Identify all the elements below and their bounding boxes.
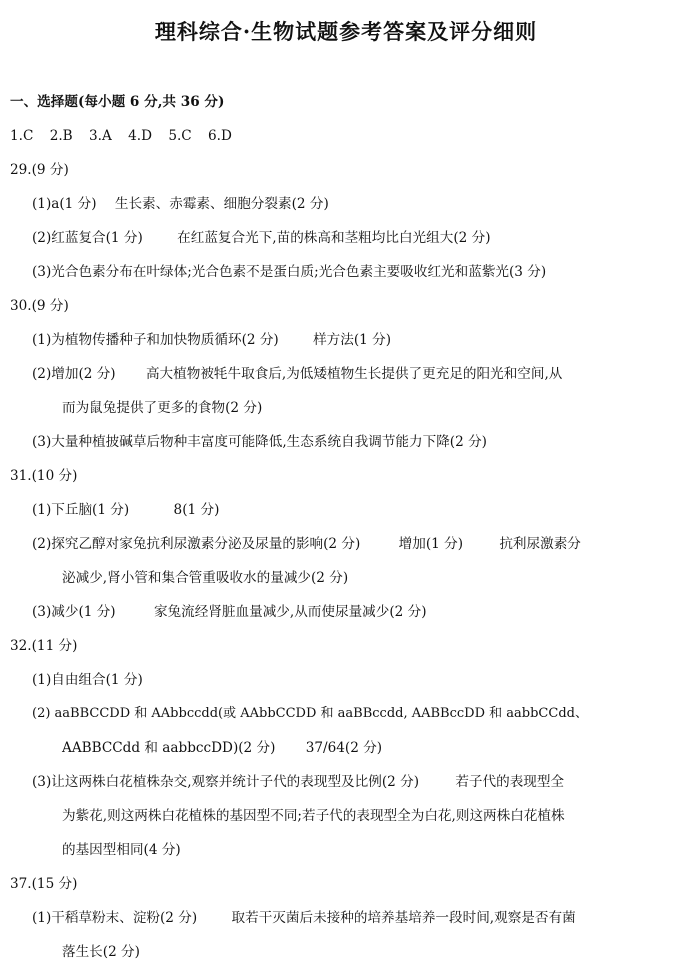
- q31-part2: [32, 534, 581, 554]
- q30-part1: [32, 330, 391, 350]
- q31-part2-detail: 增加(1 分): [398, 536, 463, 552]
- q30-part2: [32, 364, 562, 384]
- q32-part3-continued-2: 的基因型相同(4 分): [62, 842, 181, 858]
- q32-part2-continued: [62, 738, 382, 758]
- q32-part2: (2) aaBBCCDD 和 AAbbccdd(或 AAbbCCDD 和 aaBBccdd, AABBccDD 和 aabbCCdd、: [32, 706, 588, 721]
- q31-part2-detail-2: 抗利尿激素分: [499, 536, 581, 552]
- q37-heading: 37.(15 分): [10, 876, 78, 892]
- q32-part2-ratio: 37/64(2 分): [305, 740, 383, 756]
- q30-part3: (3)大量种植披碱草后物种丰富度可能降低,生态系统自我调节能力下降(2 分): [32, 434, 487, 450]
- choice-answer-3: 3.A: [89, 128, 112, 144]
- q31-part3: [32, 602, 427, 622]
- choice-answer-2: 2.B: [49, 128, 73, 144]
- q31-part2-answer: (2)探究乙醇对家兔抗利尿激素分泌及尿量的影响(2 分): [32, 536, 361, 552]
- choice-answer-4: 4.D: [128, 128, 152, 144]
- q29-part1-answer: (1)a(1 分): [32, 196, 97, 212]
- q29-part2-detail: 在红蓝复合光下,苗的株高和茎粗均比白光组大(2 分): [177, 230, 491, 246]
- choice-answer-1: 1.C: [10, 128, 34, 144]
- q30-part1-answer: (1)为植物传播种子和加快物质循环(2 分): [32, 332, 279, 348]
- q37-part1-detail: 取若干灭菌后未接种的培养基培养一段时间,观察是否有菌: [231, 910, 576, 926]
- page-title: 理科综合·生物试题参考答案及评分细则: [154, 19, 538, 44]
- q31-part1-answer: (1)下丘脑(1 分): [32, 502, 130, 518]
- q37-part1: [32, 908, 576, 928]
- choice-answer-6: 6.D: [208, 128, 232, 144]
- q31-part2-continued: 泌减少,肾小管和集合管重吸收水的量减少(2 分): [62, 570, 349, 586]
- q31-part3-answer: (3)减少(1 分): [32, 604, 116, 620]
- q29-part1: [32, 194, 329, 214]
- q31-part3-detail: 家兔流经肾脏血量减少,从而使尿量减少(2 分): [153, 604, 427, 620]
- choice-answer-5: 5.C: [168, 128, 192, 144]
- q30-heading: 30.(9 分): [10, 298, 69, 314]
- choice-section-heading: 一、选择题(每小题 6 分,共 36 分): [10, 94, 225, 110]
- q29-part1-detail: 生长素、赤霉素、细胞分裂素(2 分): [114, 196, 329, 212]
- q37-part1-answer: (1)干稻草粉末、淀粉(2 分): [32, 910, 198, 926]
- q30-part2-detail: 高大植物被牦牛取食后,为低矮植物生长提供了更充足的阳光和空间,从: [145, 366, 563, 382]
- q32-part3-detail: 若子代的表现型全: [455, 774, 565, 790]
- q31-part1: [32, 500, 219, 520]
- q29-part2-answer: (2)红蓝复合(1 分): [32, 230, 143, 246]
- q32-part1: (1)自由组合(1 分): [32, 672, 143, 688]
- q32-part3-continued: 为紫花,则这两株白花植株的基因型不同;若子代的表现型全为白花,则这两株白花植株: [62, 808, 565, 824]
- q32-part3-answer: (3)让这两株白花植株杂交,观察并统计子代的表现型及比例(2 分): [32, 774, 419, 790]
- q29-part2: [32, 228, 491, 248]
- q32-part2-genotypes: AABBCCdd 和 aabbccDD)(2 分): [62, 740, 276, 756]
- q30-part1-detail: 样方法(1 分): [313, 332, 392, 348]
- choice-answers: [10, 126, 232, 146]
- q31-part1-detail: 8(1 分): [173, 502, 220, 518]
- q30-part2-answer: (2)增加(2 分): [32, 366, 116, 382]
- q30-part2-continued: 而为鼠兔提供了更多的食物(2 分): [62, 400, 263, 416]
- q32-part3: [32, 772, 564, 792]
- q32-heading: 32.(11 分): [10, 638, 78, 654]
- q37-part1-continued: 落生长(2 分): [62, 944, 140, 960]
- q29-part3: (3)光合色素分布在叶绿体;光合色素不是蛋白质;光合色素主要吸收红光和蓝紫光(3 分): [32, 264, 547, 280]
- q29-heading: 29.(9 分): [10, 162, 69, 178]
- q31-heading: 31.(10 分): [10, 468, 78, 484]
